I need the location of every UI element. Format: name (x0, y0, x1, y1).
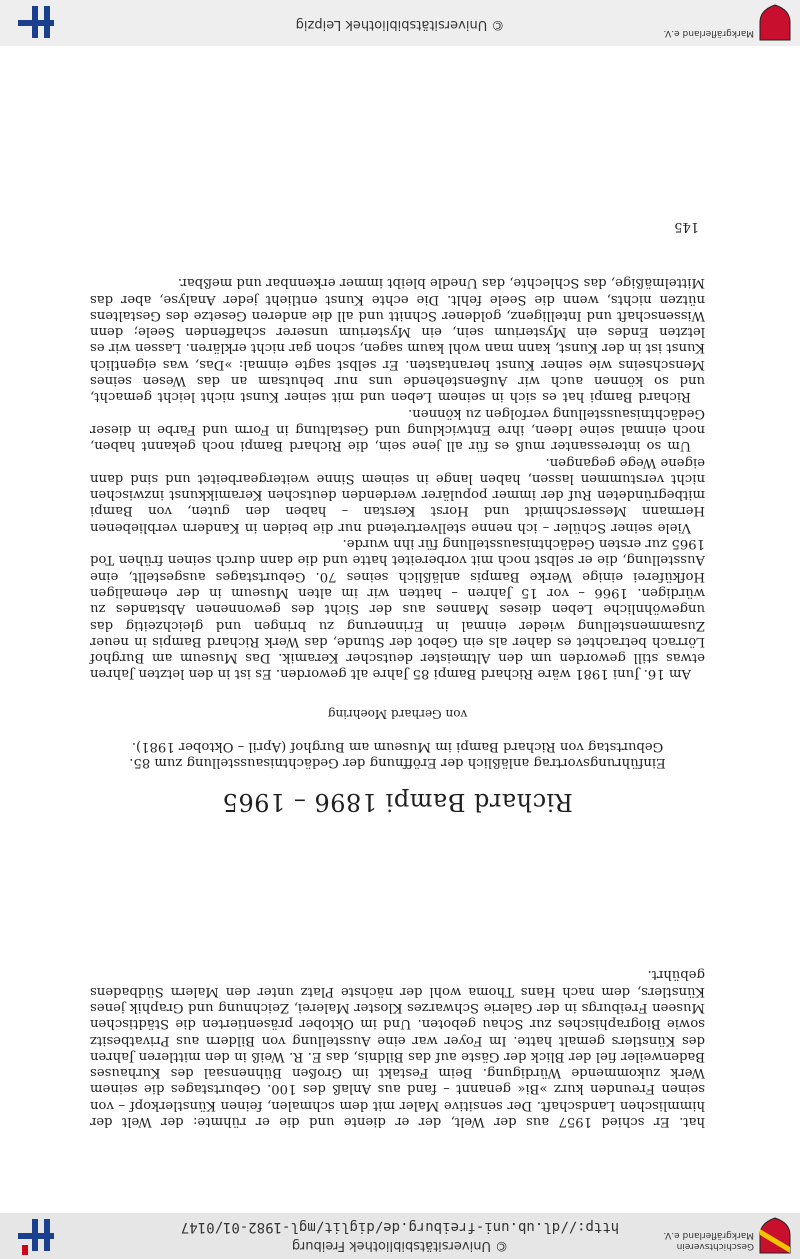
intro-paragraph: hat. Er schied 1957 aus der Welt, der er diente und die er rühmte: der Welt der himmlischen Landschaft. Der sensitive Maler mit dem schmalen, feinen Künstlerkopf – von seinen Freunden kurz »Bi« genannt – fand aus Anlaß des 100. Geburtstages die seinem Werk zukommende Würdigung. Beim Festakt im Großen Bühnensaal des Kurhauses Badenweiler fiel der Blick der Gäste auf das Bildnis, das E. R. Weiß in den mittleren Jahren des Künstlers gemalt hatte. Im Foyer war eine Ausstellung von Bildern aus Privatbesitz sowie Biographisches zur Schau geboten. Und im Oktober präsentierten die Städtischen Museen Freiburgs in der Galerie Schwarzes Kloster Malerei, Zeichnung und Graphik jenes Künstlers, dem nach Hans Thoma wohl der nächste Platz unter den Malern Südbadens gebührt. (90, 967, 705, 1129)
crest-label: Geschichtsverein Markgräflerland e.V. (663, 1230, 754, 1251)
page-number: 145 (674, 219, 699, 235)
body-paragraph: Viele seiner Schüler – ich nenne stellvertretend nur die beiden in Kandern verbliebenen Hermann Messerschmidt und Horst Kerstan – haben den guten, von Bampi mitbegründeten Ruf der immer populärer werdenden deutschen Keramikkunst inzwischen nicht verstummen lassen, haben lange in seinem Sinne weitergearbeitet und sind dann eigene Wege gegangen. (90, 454, 705, 535)
article-title: Richard Bampi 1896 – 1965 (222, 788, 573, 817)
library-line: © Universitätsbibliothek Freiburg (291, 1238, 509, 1253)
body-paragraph: Richard Bampi hat es sich in seinem Leben und mit seiner Kunst nicht leicht gemacht, und so können auch wir Außenstehende uns nur behutsam an das Wesen seines Menschseins wie seiner Kunst herantasten. Er selbst sagte einmal: »Das, was eigentlich Kunst ist in der Kunst, kann man wohl kaum sagen, schon gar nicht erklären. Lassen wir es letzten Endes ein Mysterium sein, ein Mysterium unserer schaffenden Seele; denn Wissenschaft und Intelligenz, goldener Schnitt und all die anderen Gesetze des Gestaltens nützen nichts, wenn die Seele fehlt. Die echte Kunst entlieht jeder Analyse, aber das Mittelmäßige, das Schlechte, das Unedle bleibt immer erkennbar und meßbar. (90, 275, 705, 405)
article-subtitle: Einführungsvortrag anläßlich der Eröffnung der Gedächtnisausstellung zum 85. Geburtstag von Richard Bampi im Museum am Burghof (April – Oktober 1981). (129, 738, 666, 771)
article-author: von Gerhard Moehring (327, 707, 468, 722)
crest-label: Markgräflerland e.V. (663, 28, 754, 38)
library-logo-icon[interactable] (16, 1215, 56, 1255)
library-line: © Universitätsbibliothek Leipzig (295, 17, 505, 32)
body-paragraph: Um so interessanter muß es für all jene sein, die Richard Bampi noch gekannt haben, noch einmal seine Ideen, ihre Entwicklung und Gestaltung in Form und Farbe in dieser Gedächtnisausstellung verfolgen zu können. (90, 405, 705, 454)
body-paragraph: Am 16. Juni 1981 wäre Richard Bampi 85 Jahre alt geworden. Es ist in den letzten Jahren etwas still geworden um den Altmeister deutscher Keramik. Das Museum am Burghof Lörrach betrachtet es daher als ein Gebot der Stunde, das Werk Richard Bampis in neuer Zusammenstellung wieder einmal in Erinnerung zu bringen und gleichzeitig das ungewöhnliche Leben dieses Mannes aus der Sicht des gewonnenen Abstandes zu würdigen. 1966 – vor 15 Jahren – hatten wir im alten Museum in der ehemaligen Hofküferei einige Werke Bampis anläßlich seines 70. Geburtstages ausgestellt, eine Ausstellung, die er selbst noch mit vorbereitet hatte und die dann durch seinen frühen Tod 1965 zur ersten Gedächtnisausstellung für ihn wurde. (90, 536, 705, 682)
document-url-link[interactable]: http://dl.ub.uni-freiburg.de/diglit/mgl-1982-01/0147 (180, 1219, 620, 1235)
viewer-footer (0, 0, 800, 46)
viewer-header (0, 1213, 800, 1259)
page-content (90, 219, 705, 1129)
library-logo-icon[interactable] (16, 2, 56, 42)
